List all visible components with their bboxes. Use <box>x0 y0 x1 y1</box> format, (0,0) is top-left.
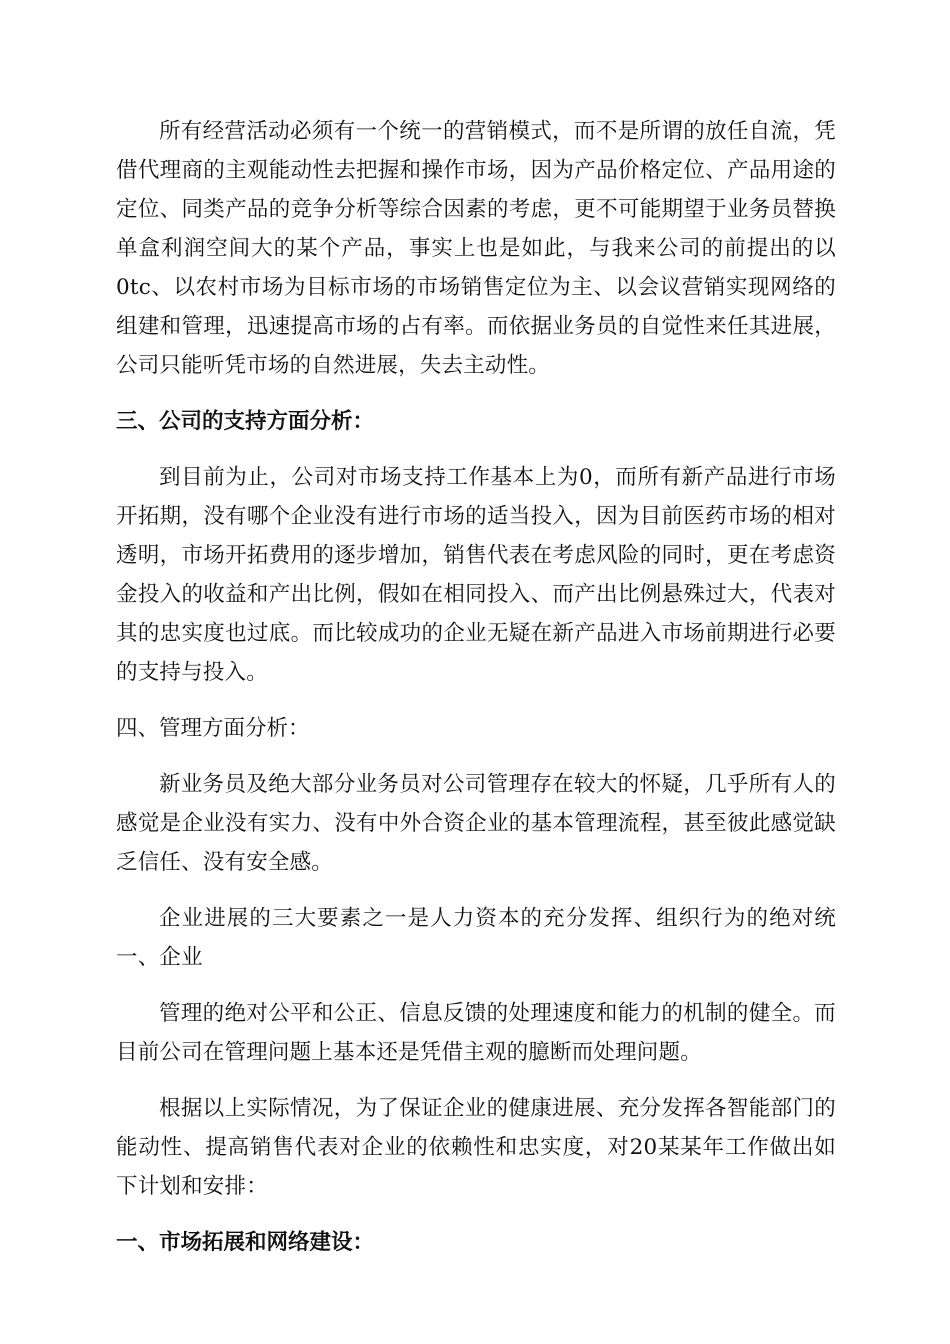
section-heading-company-support: 三、公司的支持方面分析： <box>116 409 375 434</box>
paragraph-marketing-model: 所有经营活动必须有一个统一的营销模式，而不是所谓的放任自流，凭借代理商的主观能动性去把握和操作市场，因为产品价格定位、产品用途的定位、同类产品的竞争分析等综合因素的考虑，更不可能期望于业务员替换单盒利润空间大的某个产品，事实上也是如此，与我来公司的前提出的以0tc、以农村市场为目标市场的市场销售定位为主、以会议营销实现网络的组建和管理，迅速提高市场的占有率。而依据业务员的自觉性来任其进展，公司只能听凭市场的自然进展，失去主动性。 <box>116 119 836 378</box>
section-heading-market-expansion: 一、市场拓展和网络建设： <box>116 1230 375 1255</box>
paragraph-three-elements: 企业进展的三大要素之一是人力资本的充分发挥、组织行为的绝对统一、企业 <box>116 906 836 970</box>
paragraph-management-doubt: 新业务员及绝大部分业务员对公司管理存在较大的怀疑，几乎所有人的感觉是企业没有实力、没有中外合资企业的基本管理流程，甚至彼此感觉缺乏信任、没有安全感。 <box>116 772 836 875</box>
document-body <box>116 112 836 1279</box>
paragraph-plan-intro: 根据以上实际情况，为了保证企业的健康进展、充分发挥各智能部门的能动性、提高销售代表对企业的依赖性和忠实度，对20某某年工作做出如下计划和安排： <box>116 1096 836 1199</box>
section-heading-management: 四、管理方面分析： <box>116 716 310 741</box>
paragraph-company-support: 到目前为止，公司对市场支持工作基本上为0，而所有新产品进行市场开拓期，没有哪个企业没有进行市场的适当投入，因为目前医药市场的相对透明，市场开拓费用的逐步增加，销售代表在考虑风险的同时，更在考虑资金投入的收益和产出比例，假如在相同投入、而产出比例悬殊过大，代表对其的忠实度也过底。而比较成功的企业无疑在新产品进入市场前期进行必要的支持与投入。 <box>116 465 836 685</box>
paragraph-management-fairness: 管理的绝对公平和公正、信息反馈的处理速度和能力的机制的健全。而目前公司在管理问题上基本还是凭借主观的臆断而处理问题。 <box>116 1001 836 1065</box>
